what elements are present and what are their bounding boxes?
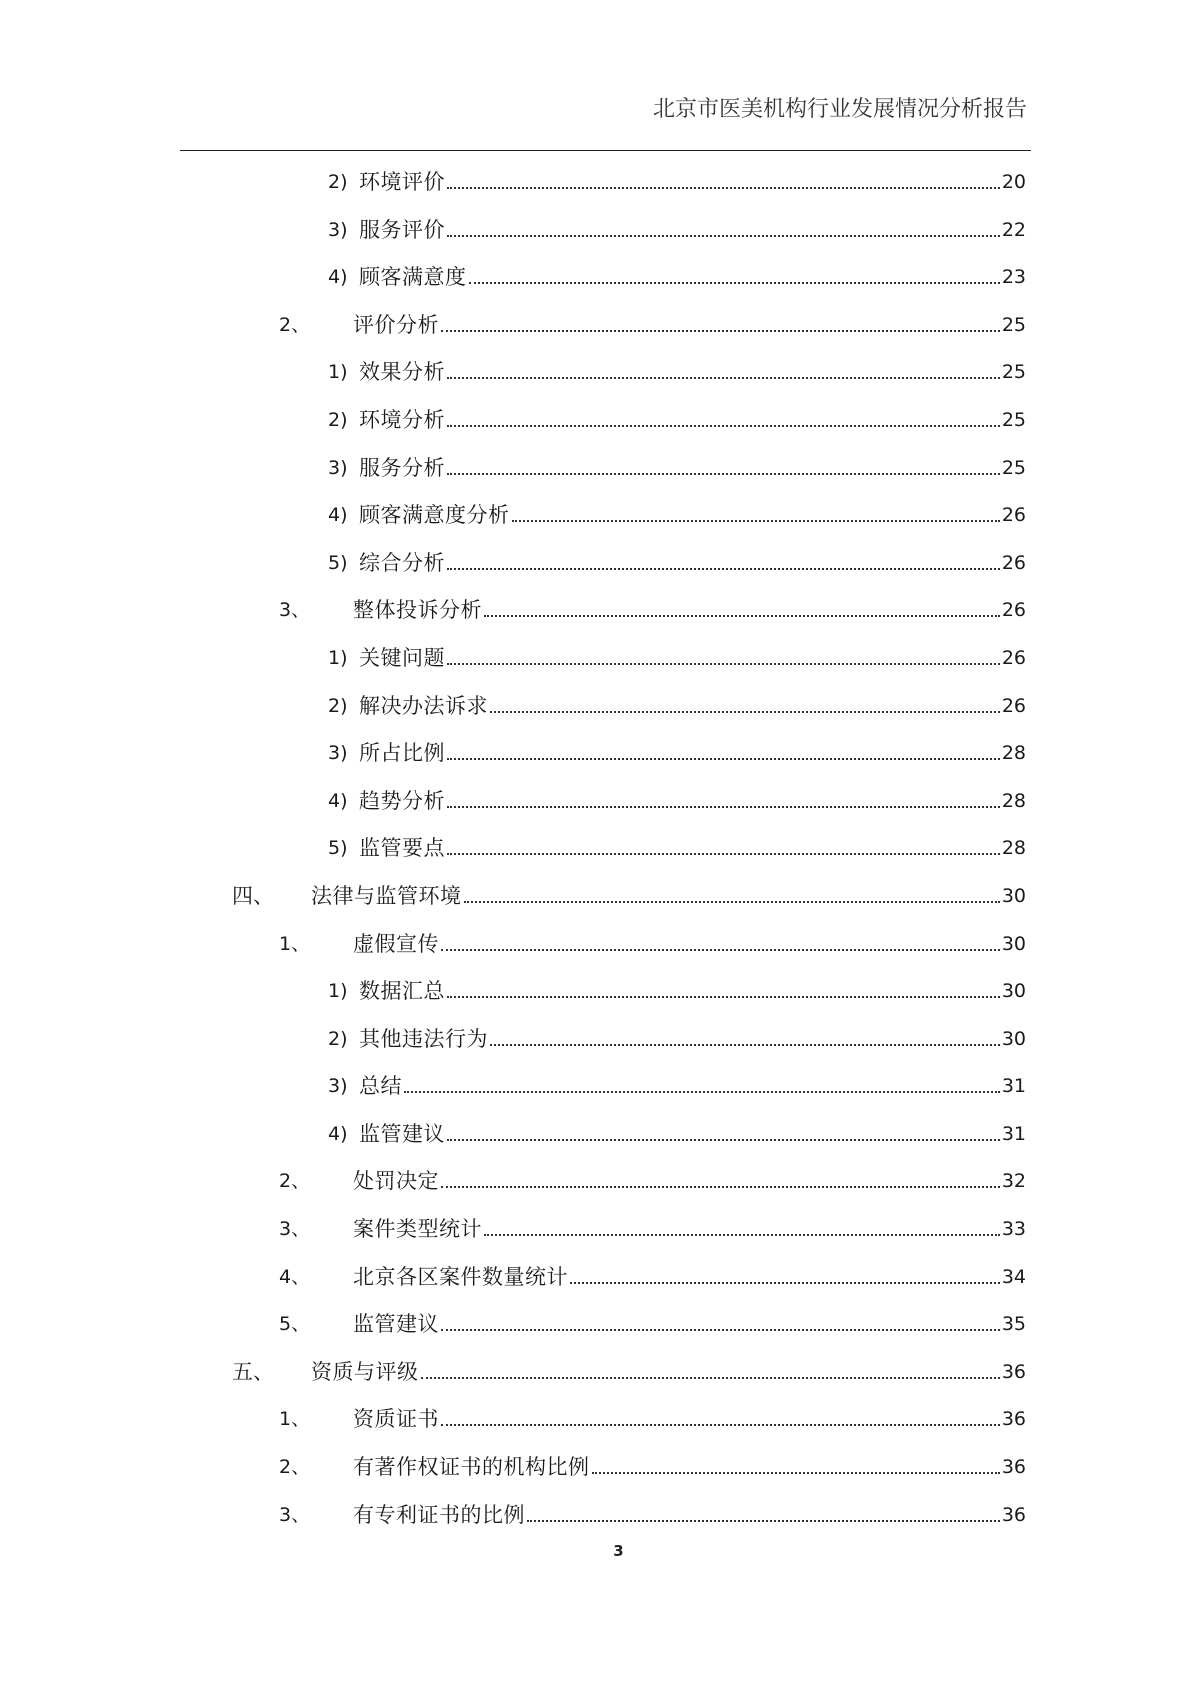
toc-entry-title[interactable]: 虚假宣传 <box>353 931 439 956</box>
toc-entry-line <box>359 551 1026 575</box>
toc-entry-title[interactable]: 案件类型统计 <box>353 1217 482 1242</box>
toc-entry-title[interactable]: 处罚决定 <box>353 1169 439 1194</box>
toc-entry-number: 四、 <box>232 883 274 908</box>
toc-entry-number: 4) <box>328 1122 348 1145</box>
toc-entry-number: 3) <box>328 742 348 765</box>
toc-entry[interactable] <box>0 634 1200 682</box>
dot-leader <box>421 1377 1000 1379</box>
toc-entry-page: 36 <box>1001 1456 1026 1479</box>
toc-entry-number: 1、 <box>279 1408 311 1431</box>
toc-entry-number: 1) <box>328 980 348 1003</box>
toc-entry-title[interactable]: 环境分析 <box>359 407 445 432</box>
toc-entry-title[interactable]: 综合分析 <box>359 550 445 575</box>
dot-leader <box>441 1424 1000 1426</box>
page-number: 3 <box>613 1542 624 1560</box>
toc-entry-title[interactable]: 监管要点 <box>359 836 445 861</box>
toc-entry[interactable] <box>0 1110 1200 1158</box>
toc-entry-title[interactable]: 数据汇总 <box>359 979 445 1004</box>
toc-entry[interactable] <box>0 872 1200 920</box>
toc-entry-line <box>311 884 1026 908</box>
toc-entry[interactable] <box>0 729 1200 777</box>
toc-entry-page: 32 <box>1001 1170 1026 1193</box>
toc-entry[interactable] <box>0 348 1200 396</box>
dot-leader <box>447 377 1000 379</box>
dot-leader <box>441 949 1000 951</box>
toc-entry-page: 26 <box>1001 551 1026 574</box>
toc-entry-number: 5) <box>328 837 348 860</box>
dot-leader <box>447 758 1000 760</box>
toc-entry-title[interactable]: 总结 <box>359 1074 402 1099</box>
toc-entry-line <box>353 932 1026 956</box>
toc-entry-line <box>359 789 1026 813</box>
toc-entry[interactable] <box>0 1015 1200 1063</box>
dot-leader <box>447 1139 1000 1141</box>
toc-entry-line <box>353 1407 1026 1431</box>
toc-entry-title[interactable]: 服务评价 <box>359 217 445 242</box>
toc-entry-line <box>359 170 1026 194</box>
toc-entry-number: 4) <box>328 266 348 289</box>
toc-entry-number: 3、 <box>279 1503 311 1526</box>
toc-entry-number: 3) <box>328 218 348 241</box>
toc-entry-number: 3、 <box>279 1218 311 1241</box>
dot-leader <box>447 235 1000 237</box>
toc-entry-number: 2) <box>328 694 348 717</box>
toc-entry-title[interactable]: 监管建议 <box>359 1121 445 1146</box>
dot-leader <box>527 1520 1000 1522</box>
dot-leader <box>490 1044 1000 1046</box>
toc-entry[interactable] <box>0 491 1200 539</box>
toc-entry-line <box>359 694 1026 718</box>
toc-entry-number: 4、 <box>279 1265 311 1288</box>
dot-leader <box>441 330 1000 332</box>
toc-entry[interactable] <box>0 301 1200 349</box>
toc-entry-title[interactable]: 资质证书 <box>353 1407 439 1432</box>
toc-entry[interactable] <box>0 1443 1200 1491</box>
dot-leader <box>447 187 1000 189</box>
toc-entry-line <box>311 1360 1026 1384</box>
dot-leader <box>447 806 1000 808</box>
dot-leader <box>404 1091 1000 1093</box>
toc-entry-line <box>359 1027 1026 1051</box>
toc-entry-title[interactable]: 顾客满意度 <box>359 265 467 290</box>
toc-entry[interactable] <box>0 206 1200 254</box>
toc-entry-page: 26 <box>1001 504 1026 527</box>
toc-entry-page: 28 <box>1001 837 1026 860</box>
dot-leader <box>447 996 1000 998</box>
toc-entry-page: 20 <box>1001 171 1026 193</box>
toc-entry[interactable] <box>0 539 1200 587</box>
toc-entry-number: 3) <box>328 456 348 479</box>
toc-entry-number: 1) <box>328 646 348 669</box>
toc-entry[interactable] <box>0 1395 1200 1443</box>
toc-entry-number: 2、 <box>279 1456 311 1479</box>
toc-entry[interactable] <box>0 1253 1200 1301</box>
toc-entry-number: 2) <box>328 408 348 431</box>
toc-entry-page: 36 <box>1001 1360 1026 1383</box>
toc-entry-page: 28 <box>1001 789 1026 812</box>
toc-entry-page: 33 <box>1001 1218 1026 1241</box>
dot-leader <box>447 473 1000 475</box>
toc-entry-line <box>359 360 1026 384</box>
toc-entry-number: 5) <box>328 551 348 574</box>
toc-entry-line <box>359 979 1026 1003</box>
toc-entry-page: 34 <box>1001 1265 1026 1288</box>
toc-entry-title[interactable]: 法律与监管环境 <box>311 883 462 908</box>
toc-entry-page: 31 <box>1001 1075 1026 1098</box>
toc-entry-number: 1) <box>328 361 348 384</box>
toc-entry-page: 26 <box>1001 646 1026 669</box>
toc-entry-title[interactable]: 有专利证书的比例 <box>353 1502 525 1527</box>
toc-entry-line <box>359 741 1026 765</box>
toc-entry-title[interactable]: 效果分析 <box>359 360 445 385</box>
toc-entry[interactable] <box>0 1157 1200 1205</box>
dot-leader <box>441 1186 1000 1188</box>
toc-entry-page: 25 <box>1001 456 1026 479</box>
toc-entry-number: 5、 <box>279 1313 311 1336</box>
dot-leader <box>469 282 1000 284</box>
toc-entry-line <box>359 836 1026 860</box>
toc-entry-line <box>353 1217 1026 1241</box>
toc-entry-number: 4) <box>328 504 348 527</box>
running-header: 北京市医美机构行业发展情况分析报告 <box>652 97 1027 122</box>
toc-entry-title[interactable]: 服务分析 <box>359 455 445 480</box>
dot-leader <box>447 425 1000 427</box>
toc-entry-line <box>359 503 1026 527</box>
toc-entry-line <box>359 265 1026 289</box>
toc-entry-line <box>359 408 1026 432</box>
toc-entry-number: 3、 <box>279 599 311 622</box>
toc-entry[interactable] <box>0 396 1200 444</box>
toc-entry[interactable] <box>0 920 1200 968</box>
toc-entry-line <box>353 598 1026 622</box>
toc-entry-page: 30 <box>1001 932 1026 955</box>
toc-entry-title[interactable]: 其他违法行为 <box>359 1026 488 1051</box>
table-of-contents <box>0 158 1200 1538</box>
toc-entry-line <box>359 456 1026 480</box>
toc-entry-line <box>353 313 1026 337</box>
toc-entry-number: 2、 <box>279 1170 311 1193</box>
toc-entry-page: 35 <box>1001 1313 1026 1336</box>
toc-entry-page: 31 <box>1001 1122 1026 1145</box>
toc-entry-page: 28 <box>1001 742 1026 765</box>
toc-entry-line <box>359 218 1026 242</box>
toc-entry-title[interactable]: 顾客满意度分析 <box>359 503 510 528</box>
toc-entry-page: 25 <box>1001 408 1026 431</box>
toc-entry-page: 26 <box>1001 694 1026 717</box>
toc-entry[interactable] <box>0 586 1200 634</box>
toc-entry-title[interactable]: 有著作权证书的机构比例 <box>353 1455 590 1480</box>
toc-entry-page: 30 <box>1001 1027 1026 1050</box>
toc-entry-page: 23 <box>1001 266 1026 289</box>
toc-entry-line <box>353 1312 1026 1336</box>
toc-entry-page: 30 <box>1001 884 1026 907</box>
toc-entry-number: 2) <box>328 1027 348 1050</box>
toc-entry-line <box>353 1169 1026 1193</box>
toc-entry-number: 3) <box>328 1075 348 1098</box>
header-rule <box>180 150 1031 151</box>
toc-entry-title[interactable]: 趋势分析 <box>359 788 445 813</box>
toc-entry-number: 2、 <box>279 313 311 336</box>
toc-entry-title[interactable]: 解决办法诉求 <box>359 693 488 718</box>
dot-leader <box>512 520 1000 522</box>
toc-entry-title[interactable]: 所占比例 <box>359 741 445 766</box>
toc-entry-number: 4) <box>328 789 348 812</box>
toc-entry-page: 22 <box>1001 218 1026 241</box>
toc-entry-title[interactable]: 关键问题 <box>359 645 445 670</box>
dot-leader <box>592 1472 1000 1474</box>
toc-entry-title[interactable]: 评价分析 <box>353 312 439 337</box>
toc-entry-title[interactable]: 整体投诉分析 <box>353 598 482 623</box>
toc-entry-page: 30 <box>1001 980 1026 1003</box>
toc-entry[interactable] <box>0 682 1200 730</box>
toc-entry-line <box>359 646 1026 670</box>
toc-entry[interactable] <box>0 967 1200 1015</box>
toc-entry[interactable] <box>0 1348 1200 1396</box>
toc-entry-number: 1、 <box>279 932 311 955</box>
toc-entry-title[interactable]: 环境评价 <box>359 170 445 194</box>
toc-entry-number: 2) <box>328 171 348 193</box>
toc-entry-line <box>353 1503 1026 1527</box>
toc-entry-page: 36 <box>1001 1503 1026 1526</box>
toc-entry-title[interactable]: 北京各区案件数量统计 <box>353 1264 568 1289</box>
dot-leader <box>570 1282 1000 1284</box>
dot-leader <box>447 568 1000 570</box>
toc-entry-line <box>353 1455 1026 1479</box>
toc-entry[interactable] <box>0 1062 1200 1110</box>
dot-leader <box>447 663 1000 665</box>
toc-entry-line <box>359 1074 1026 1098</box>
toc-entry-page: 25 <box>1001 313 1026 336</box>
toc-entry[interactable] <box>0 444 1200 492</box>
toc-entry[interactable] <box>0 158 1200 206</box>
toc-entry[interactable] <box>0 1300 1200 1348</box>
dot-leader <box>484 615 1000 617</box>
toc-entry-number: 五、 <box>232 1359 274 1384</box>
toc-entry-page: 25 <box>1001 361 1026 384</box>
toc-entry[interactable] <box>0 253 1200 301</box>
dot-leader <box>490 711 1000 713</box>
toc-entry-page: 26 <box>1001 599 1026 622</box>
toc-entry-page: 36 <box>1001 1408 1026 1431</box>
toc-entry-line <box>359 1122 1026 1146</box>
toc-entry[interactable] <box>0 1491 1200 1539</box>
dot-leader <box>441 1329 1000 1331</box>
toc-entry-title[interactable]: 资质与评级 <box>311 1359 419 1384</box>
toc-entry[interactable] <box>0 1205 1200 1253</box>
toc-entry[interactable] <box>0 824 1200 872</box>
toc-entry-line <box>353 1265 1026 1289</box>
toc-entry[interactable] <box>0 777 1200 825</box>
toc-entry-title[interactable]: 监管建议 <box>353 1312 439 1337</box>
dot-leader <box>464 901 1000 903</box>
dot-leader <box>447 853 1000 855</box>
dot-leader <box>484 1234 1000 1236</box>
